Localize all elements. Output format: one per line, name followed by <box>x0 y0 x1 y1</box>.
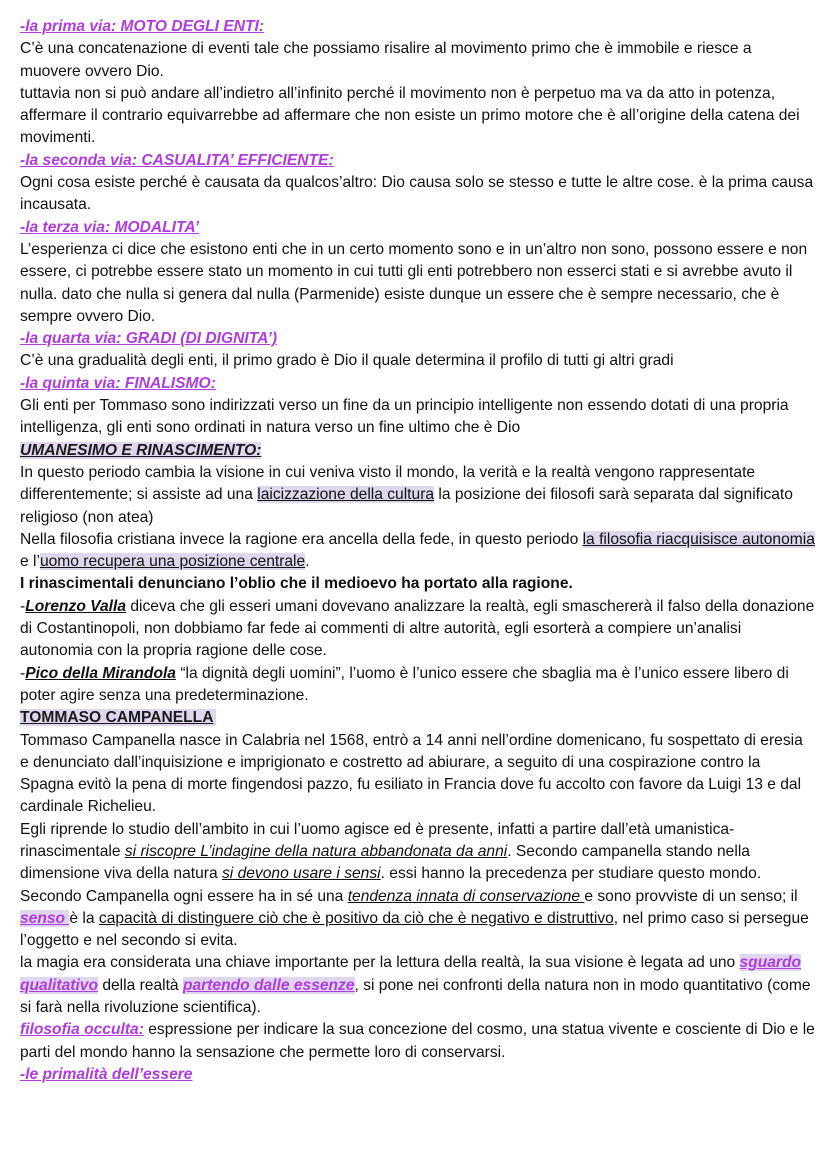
heading-prima-via: -la prima via: MOTO DEGLI ENTI: <box>20 18 265 35</box>
heading-seconda-via: -la seconda via: CASUALITA’ EFFICIENTE: <box>20 151 334 169</box>
document-page <box>20 16 815 1086</box>
highlight: laicizzazione della cultura <box>257 486 435 504</box>
paragraph: C’è una concatenazione di eventi tale che possiamo risalire al movimento primo che è immobile e riesce a muovere ovvero Dio. <box>20 40 752 80</box>
heading-quarta-via: -la quarta via: GRADI (DI DIGNITA’) <box>20 330 278 348</box>
key-term: senso <box>20 909 70 927</box>
paragraph: filosofia occulta: espressione per indicare la sua concezione del cosmo, una statua vivente e cosciente di Dio e le parti del mondo hanno la sensazione che permette loro di conservarsi. <box>20 1021 815 1061</box>
paragraph: Gli enti per Tommaso sono indirizzati verso un fine da un principio intelligente non essendo dotati di una propria intelligenza, gli enti sono ordinati in natura verso un fine ultimo che è Dio <box>20 397 789 437</box>
section-heading-umanesimo: UMANESIMO E RINASCIMENTO: <box>20 441 262 459</box>
highlight: la filosofia riacquisisce autonomia <box>582 530 815 548</box>
heading-terza-via: -la terza via: MODALITA’ <box>20 218 200 236</box>
paragraph: In questo periodo cambia la visione in cui veniva visto il mondo, la verità e la realtà vengono rappresentate differentemente; si assiste ad una laicizzazione della cultura la posizione dei filosofi sarà separata dal significato religioso (non atea) <box>20 463 793 526</box>
person-name: Pico della Mirandola <box>25 664 176 682</box>
person-name: Lorenzo Valla <box>25 597 127 615</box>
paragraph: L’esperienza ci dice che esistono enti che in un certo momento sono e in un’altro non sono, possono essere e non essere, ci potrebbe essere stato un momento in cui tutti gli enti potrebbero non esserci stati e si avrebbe avuto il nulla. dato che nulla si genera dal nulla (Parmenide) esiste dunque un essere che è sempre necessario, che è sempre ovvero Dio. <box>20 240 808 325</box>
paragraph: Tommaso Campanella nasce in Calabria nel 1568, entrò a 14 anni nell’ordine domenicano, fu sospettato di eresia e denunciato dall’inquisizione e imprigionato e costretto ad abiurare, a seguito di una cospirazione contro la Spagna evitò la pena di morte fingendosi pazzo, fu esiliato in Francia dove fu accolto con favore da Luigi 13 e dal cardinale Richelieu. <box>20 731 803 816</box>
heading-primalita: -le primalità dell’essere <box>20 1065 193 1083</box>
paragraph: tuttavia non si può andare all’indietro all’infinito perché il movimento non è perpetuo ma va da atto in potenza, affermare il contrario equivarrebbe ad affermare che non esiste un primo motore che è all’origine della catena dei movimenti. <box>20 84 800 147</box>
bold-statement: I rinascimentali denunciano l’oblio che il medioevo ha portato alla ragione. <box>20 575 573 593</box>
key-term: filosofia occulta: <box>20 1021 144 1039</box>
key-term: sguardo qualitativo <box>20 954 802 994</box>
paragraph-valla: -Lorenzo Valla diceva che gli esseri umani dovevano analizzare la realtà, egli smaschererà il falso della donazione di Costantinopoli, non dobbiamo far fede ai commenti di altre autorità, egli esorterà a compiere un’analisi autonomia con la propria ragione delle cose. <box>20 597 815 660</box>
key-term: partendo dalle essenze <box>182 976 355 994</box>
paragraph-pico: -Pico della Mirandola “la dignità degli uomini”, l’uomo è l’unico essere che sbaglia ma è l’unico essere libero di poter agire senza una predeterminazione. <box>20 664 789 704</box>
heading-quinta-via: -la quinta via: FINALISMO: <box>20 374 216 392</box>
section-heading-campanella: TOMMASO CAMPANELLA <box>20 707 815 729</box>
paragraph: Ogni cosa esiste perché è causata da qualcos’altro: Dio causa solo se stesso e tutte le altre cose. è la prima causa incausata. <box>20 174 814 214</box>
highlight: uomo recupera una posizione centrale <box>39 553 306 571</box>
paragraph: la magia era considerata una chiave importante per la lettura della realtà, la sua visione è legata ad uno sguardo qualitativo della realtà partendo dalle essenze, si pone nei confronti della natura non in modo quantitativo (come si farà nella rivoluzione scientifica). <box>20 954 811 1017</box>
paragraph: C’è una gradualità degli enti, il primo grado è Dio il quale determina il profilo di tutti gi altri gradi <box>20 352 674 370</box>
paragraph: Secondo Campanella ogni essere ha in sé una tendenza innata di conservazione e sono provviste di un senso; il senso è la capacità di distinguere ciò che è positivo da ciò che è negativo e distruttivo, nel primo caso si persegue l’oggetto e nel secondo si evita. <box>20 887 809 950</box>
paragraph: Egli riprende lo studio dell’ambito in cui l’uomo agisce ed è presente, infatti a partire dall’età umanistica-rinascimentale si riscopre L’indagine della natura abbandonata da anni. Secondo campanella stando nella dimensione viva della natura si devono usare i sensi. essi hanno la precedenza per studiare questo mondo. <box>20 820 762 883</box>
paragraph: Nella filosofia cristiana invece la ragione era ancella della fede, in questo periodo la filosofia riacquisisce autonomia e l’uomo recupera una posizione centrale. <box>20 530 815 571</box>
